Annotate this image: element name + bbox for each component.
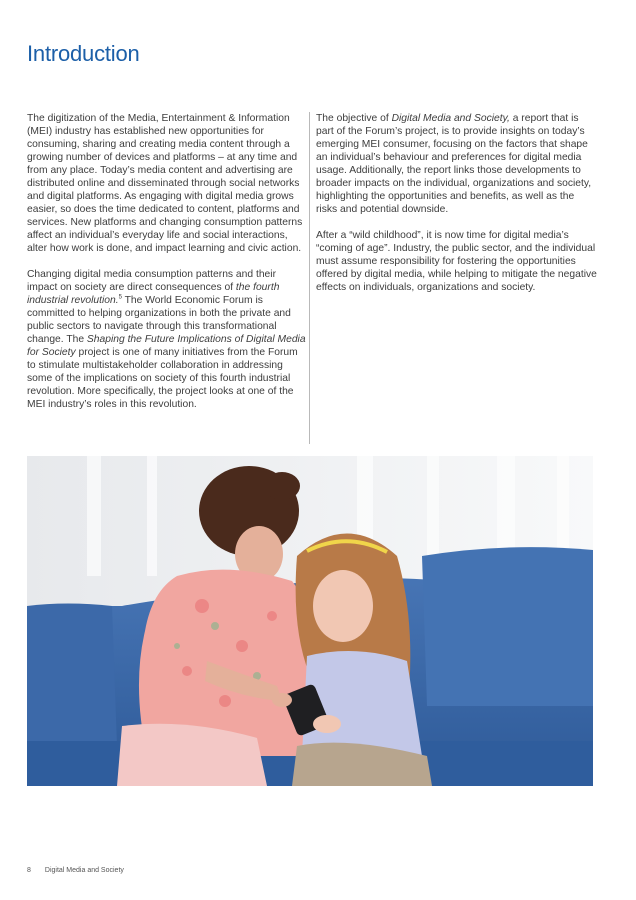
text-run-italic: the fourth industrial revolution. bbox=[27, 282, 280, 306]
intro-paragraph-2 bbox=[27, 268, 307, 411]
text-run: a report that is part of the Forum’s project, is to provide insights on today’s emerging MEI consumer, focusing on the factors that shape an individual’s behaviour and preferences for digital media usage. Additionally, the report links those developments to broader impacts on the individual, organizations and society, highlighting the opportunities and benefits, as well as the risks and potential downside. bbox=[316, 113, 592, 215]
right-column bbox=[316, 112, 598, 307]
column-divider bbox=[309, 112, 310, 444]
footnote-marker: 5 bbox=[118, 294, 122, 301]
mother-daughter-phone-photo bbox=[27, 456, 593, 786]
text-run: The World Economic Forum is committed to helping organizations in both the private and public sectors to navigate through this transformational change. The bbox=[27, 295, 291, 345]
page-footer bbox=[27, 866, 124, 875]
text-run: Changing digital media consumption patterns and their impact on society are direct consequences of bbox=[27, 269, 276, 293]
report-name-italic: Digital Media and Society, bbox=[391, 113, 510, 124]
footer-report-name: Digital Media and Society bbox=[44, 867, 124, 874]
text-run: project is one of many initiatives from the Forum to stimulate multistakeholder collaboration in addressing some of the implications on society of this fourth industrial revolution. More specifically, the project looks at one of the MEI industry’s roles in this revolution. bbox=[27, 347, 298, 410]
text-run: The objective of bbox=[316, 113, 392, 124]
page-title: Introduction bbox=[27, 41, 140, 66]
intro-paragraph-1: The digitization of the Media, Entertainment & Information (MEI) industry has established new opportunities for consuming, sharing and creating media content through a growing number of devices and platforms – at any time and from any place. Today’s media content and advertising are distributed online and disseminated through social networks and digital platforms. As engaging with digital media grows easier, so does the time dedicated to content, platforms and services. New platforms and changing consumption patterns affect an individual’s everyday life and social interactions, alter how work is done, and impact learning and civic action. bbox=[27, 113, 303, 254]
project-name-italic: Shaping the Future Implications of Digital Media for Society bbox=[27, 334, 306, 358]
coming-of-age-paragraph: After a “wild childhood”, it is now time for digital media’s “coming of age”. Industry, the public sector, and the individual must assume responsibility for fostering the opportunities offered by digital media, while helping to mitigate the negative effects on individuals, organizations and society. bbox=[316, 230, 597, 293]
left-column bbox=[27, 112, 307, 424]
objective-paragraph bbox=[316, 112, 598, 216]
page-number: 8 bbox=[27, 867, 31, 874]
